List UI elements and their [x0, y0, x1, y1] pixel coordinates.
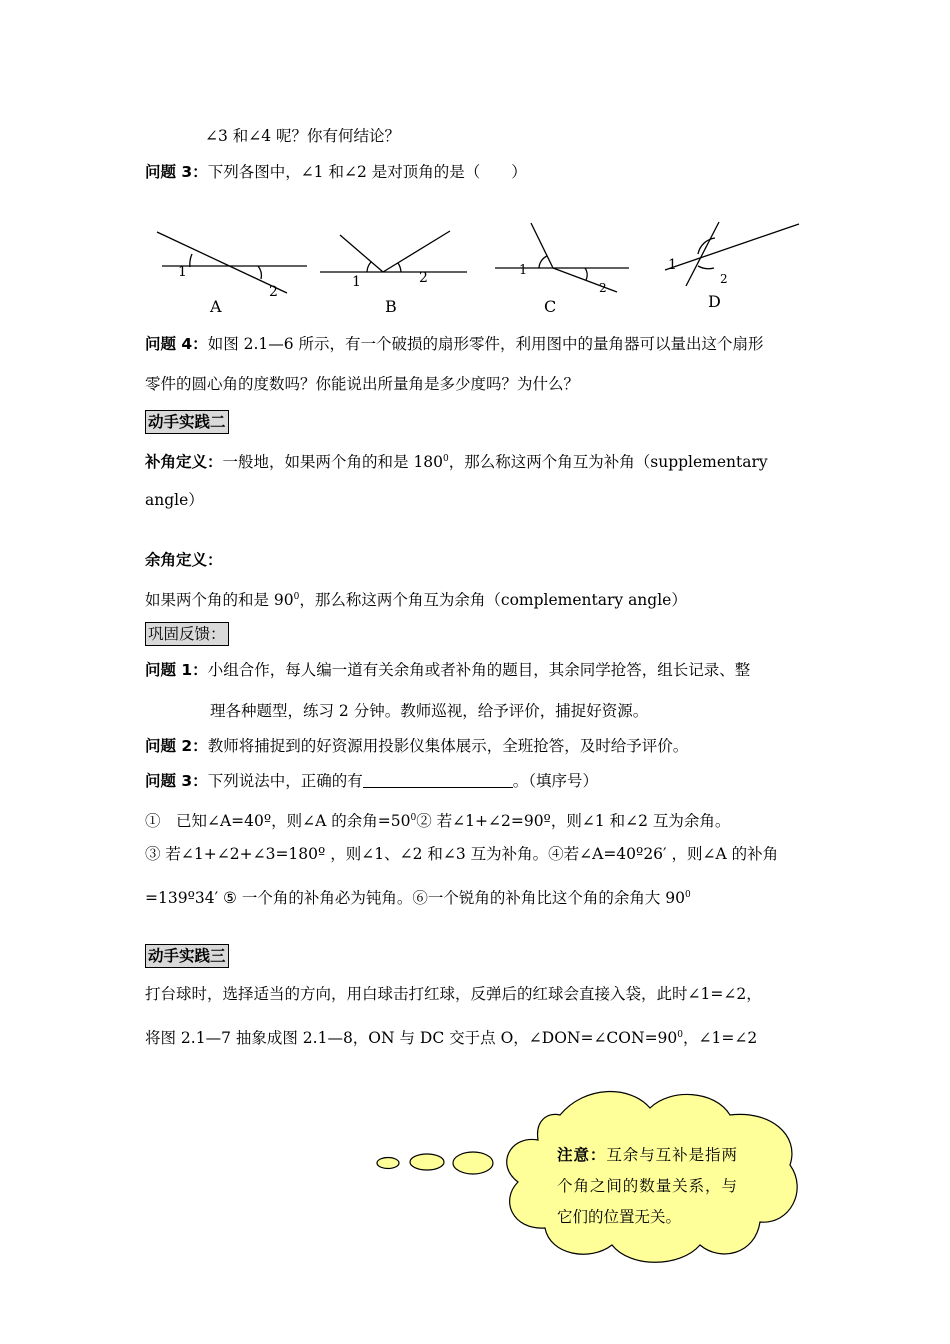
figure-d-label-2: 2	[720, 272, 728, 286]
superscript: 0	[685, 890, 691, 900]
text-line: ∠3 和∠4 呢？你有何结论？	[205, 127, 401, 145]
figure-b-label-2: 2	[419, 270, 428, 286]
supplementary-definition	[145, 448, 768, 473]
figure-b-label-1: 1	[352, 274, 361, 290]
practice-question-3	[145, 770, 598, 792]
figure-b-letter: B	[385, 297, 397, 316]
practice-question-1-line-2: 理各种题型，练习 2 分钟。教师巡视，给予评价，捕捉好资源。	[210, 702, 649, 720]
angle-figures	[145, 210, 825, 320]
section-heading-3: 动手实践三	[145, 944, 229, 968]
question-label: 问题 3：	[145, 163, 208, 181]
note-body: 互余与互补是指两个角之间的数量关系，与它们的位置无关。	[557, 1146, 737, 1226]
definition-text: ，那么称这两个角互为余角（complementary angle）	[299, 591, 687, 610]
superscript: 0	[293, 592, 300, 602]
statement-text: =139º34′ ⑤ 一个角的补角必为钝角。⑥一个锐角的补角比这个角的余角大 90	[145, 889, 686, 908]
statement-line-3	[145, 884, 691, 909]
note-text	[557, 1140, 737, 1233]
question-text: 教师将捕捉到的好资源用投影仪集体展示，全班抢答，及时给予评价。	[207, 737, 689, 755]
definition-text: 一般地，如果两个角的和是 180	[222, 453, 444, 472]
billiard-line-2	[145, 1024, 757, 1049]
cloud-bubble-large	[453, 1152, 493, 1174]
billiard-line-1: 打台球时，选择适当的方向，用白球击打红球，反弹后的红球会直接入袋，此时∠1=∠2，	[145, 985, 762, 1003]
answer-blank[interactable]	[363, 771, 513, 788]
figure-d	[665, 222, 799, 286]
figure-a-letter: A	[210, 297, 222, 316]
definition-text: ，那么称这两个角互为补角（supplementary	[448, 453, 768, 472]
question-label: 问题 3：	[145, 772, 208, 790]
question-text: 下列各图中，∠1 和∠2 是对顶角的是（ ）	[207, 163, 527, 181]
complementary-label	[145, 549, 223, 571]
superscript: 0	[410, 813, 417, 823]
feedback-heading: 巩固反馈：	[145, 622, 229, 646]
billiard-text: 将图 2.1—7 抽象成图 2.1—8，ON 与 DC 交于点 O，∠DON=∠CON=90	[145, 1029, 678, 1048]
complementary-definition	[145, 586, 687, 611]
practice-question-2	[145, 735, 688, 757]
question-3	[145, 161, 527, 183]
definition-text: 如果两个角的和是 90	[145, 591, 294, 610]
question-4-line-2: 零件的圆心角的度数吗？你能说出所量角是多少度吗？为什么？	[145, 375, 580, 393]
practice-question-1	[145, 659, 750, 681]
figure-c	[495, 223, 629, 292]
statement-text: ① 已知∠A=40º，则∠A 的余角=50	[145, 812, 411, 831]
figure-c-letter: C	[544, 297, 557, 316]
question-text: 如图 2.1—6 所示，有一个破损的扇形零件，利用图中的量角器可以量出这个扇形	[207, 335, 764, 353]
question-4-line-1	[145, 333, 764, 355]
figure-d-letter: D	[708, 292, 721, 311]
cloud-bubble-medium	[410, 1154, 444, 1170]
question-text: 。（填序号）	[512, 772, 598, 790]
billiard-text: ，∠1=∠2	[683, 1029, 758, 1048]
figure-c-label-2: 2	[599, 281, 607, 295]
superscript: 0	[443, 454, 449, 464]
figure-a	[157, 232, 307, 293]
figure-c-label-1: 1	[519, 263, 528, 278]
section-heading-2: 动手实践二	[145, 410, 229, 434]
definition-label: 补角定义：	[145, 453, 223, 472]
statement-text: ② 若∠1+∠2=90º，则∠1 和∠2 互为余角。	[416, 812, 731, 831]
figure-a-label-2: 2	[269, 284, 278, 300]
figure-b	[320, 231, 467, 272]
supplementary-definition-line-2: angle）	[145, 491, 204, 509]
question-label: 问题 1：	[145, 661, 208, 679]
statement-line-2: ③ 若∠1+∠2+∠3=180º ，则∠1、∠2 和∠3 互为补角。④若∠A=40º26′ ，则∠A 的补角	[145, 845, 779, 863]
question-label: 问题 4：	[145, 335, 208, 353]
cloud-bubble-small	[377, 1158, 399, 1169]
definition-label: 余角定义：	[145, 551, 223, 569]
figure-a-label-1: 1	[178, 264, 187, 280]
figure-d-label-1: 1	[668, 257, 677, 273]
question-label: 问题 2：	[145, 737, 208, 755]
superscript: 0	[677, 1030, 684, 1040]
statement-line-1	[145, 807, 730, 832]
question-text: 小组合作，每人编一道有关余角或者补角的题目，其余同学抢答，组长记录、整	[207, 661, 751, 679]
note-label: 注意：	[557, 1146, 607, 1164]
question-text: 下列说法中，正确的有	[207, 772, 363, 790]
